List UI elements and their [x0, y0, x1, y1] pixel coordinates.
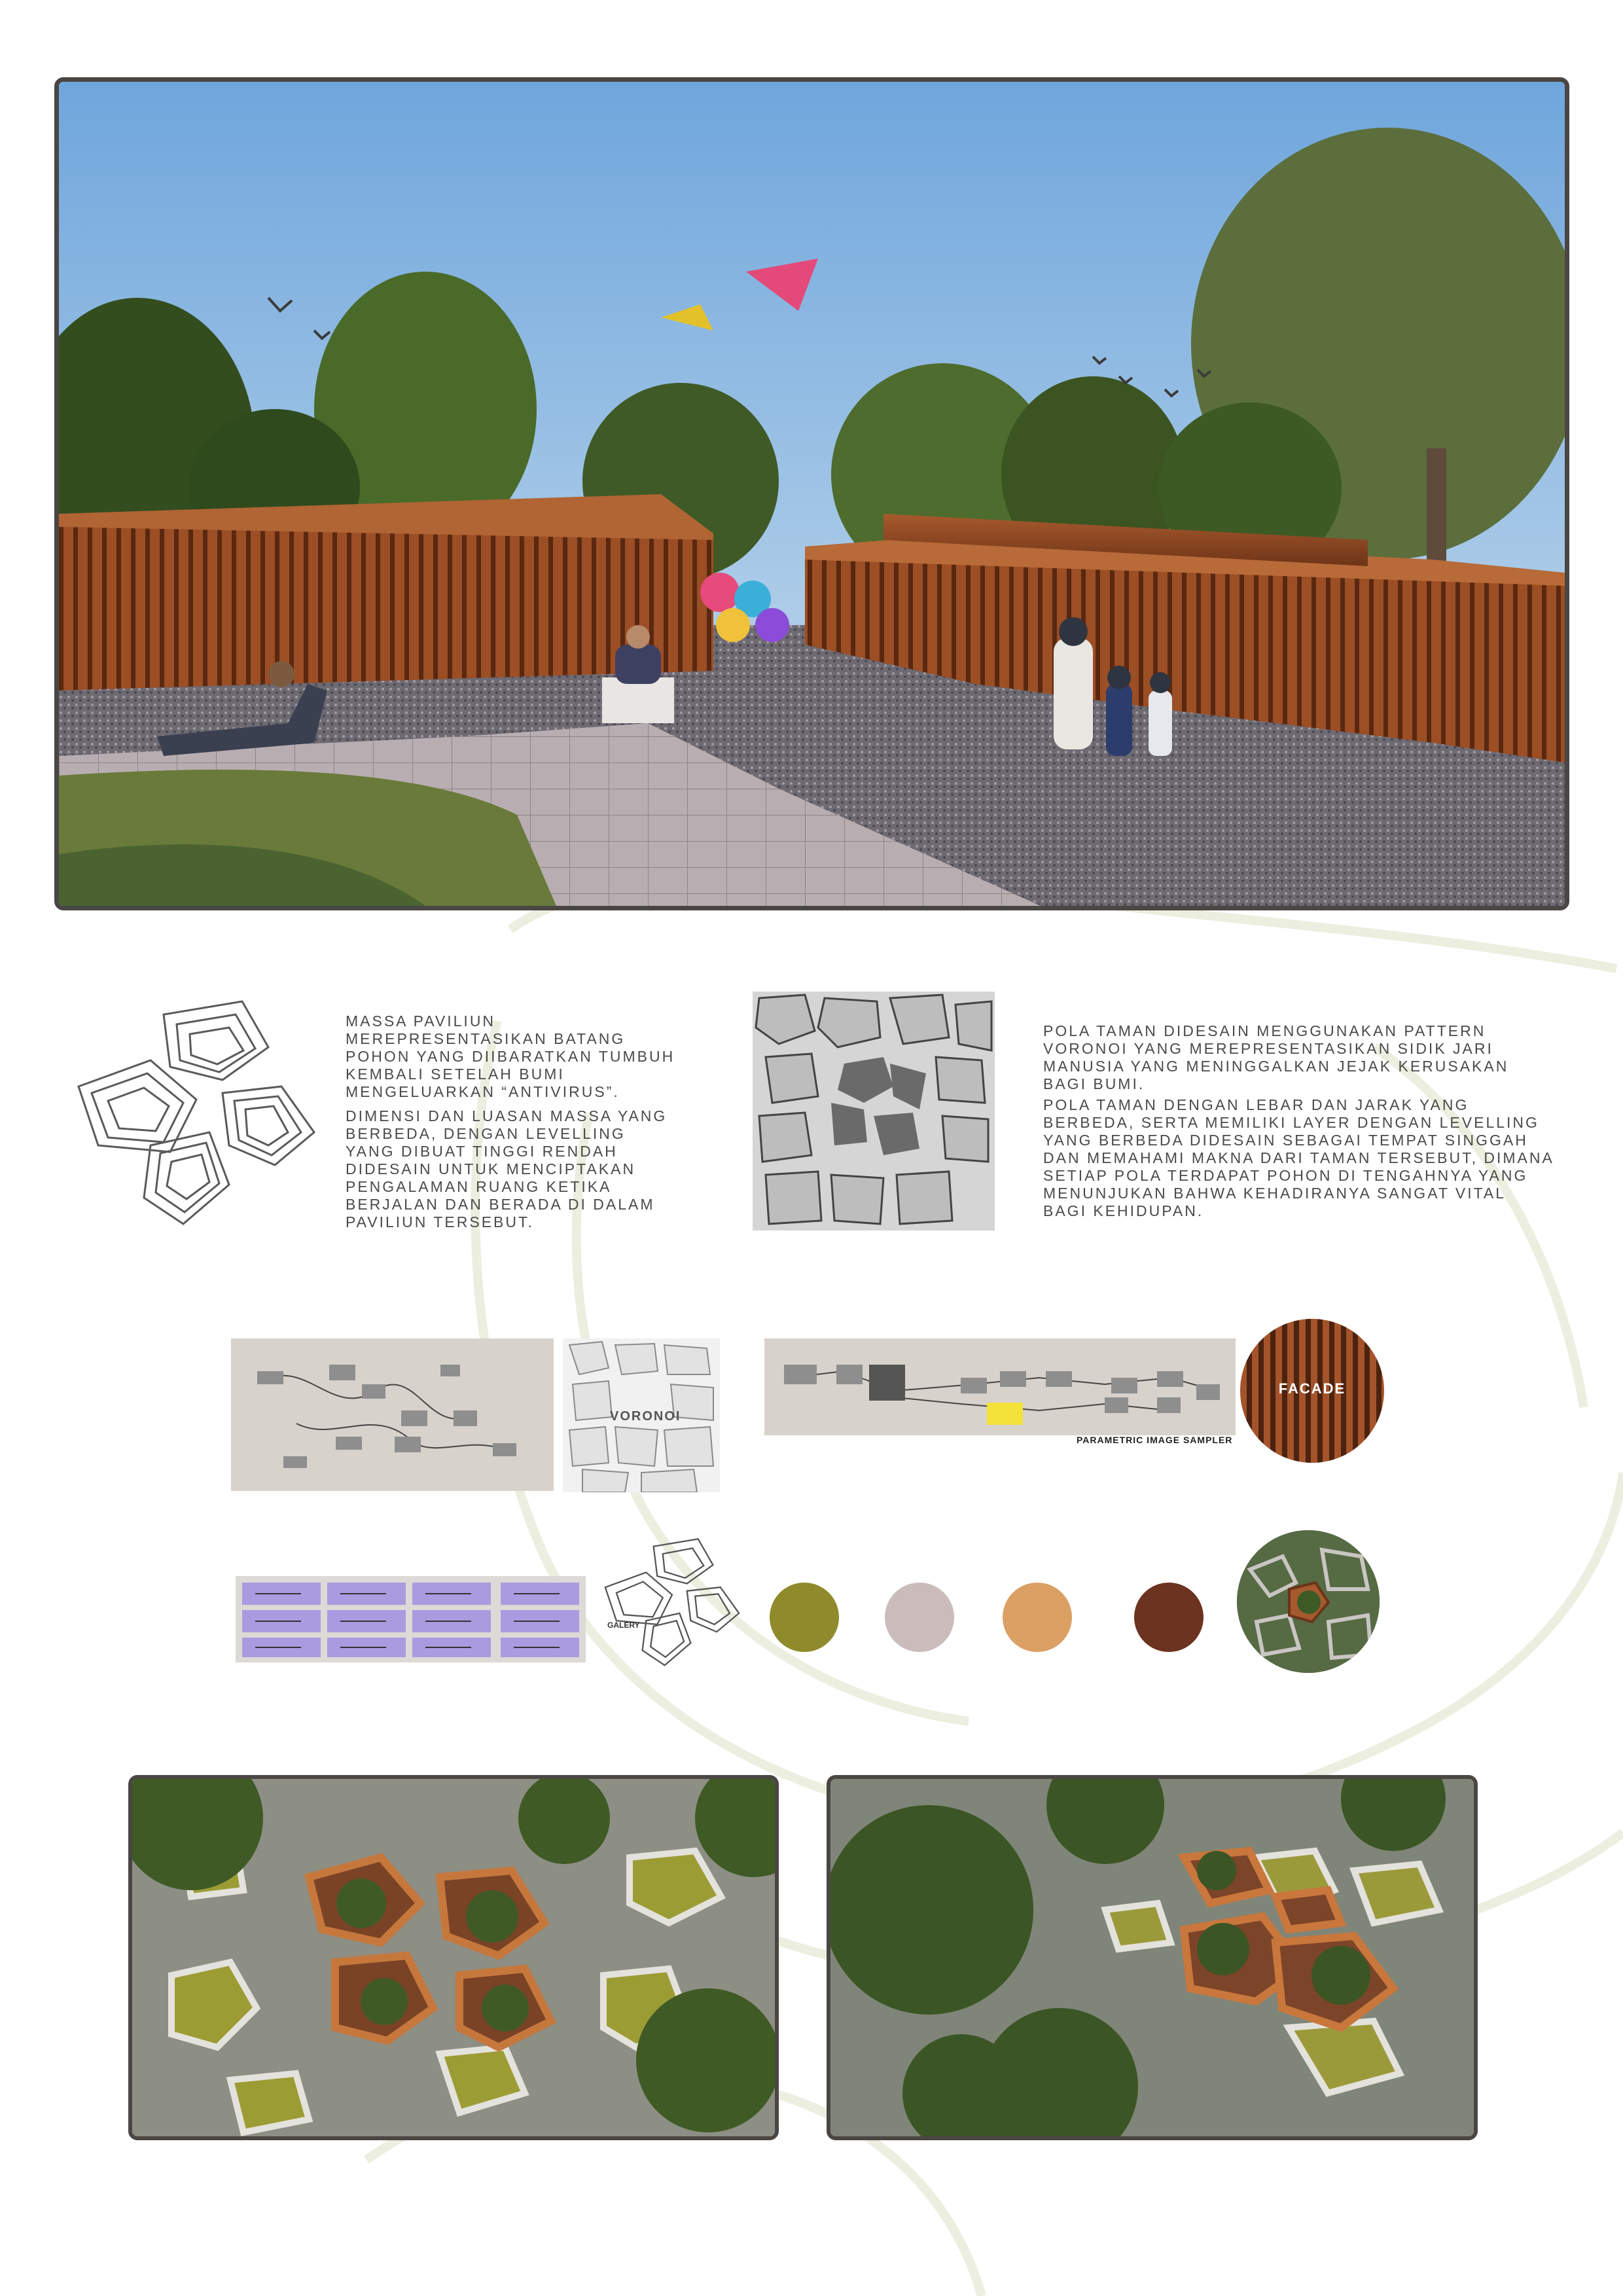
gallery-label: GALERY — [607, 1621, 640, 1630]
pattern-text-1: POLA TAMAN DIDESAIN MENGGUNAKAN PATTERN VORONOI YANG MEREPRESENTASIKAN SIDIK JARI MANUSIA YANG MENINGGALKAN JEJAK KERUSAKAN BAGI BUMI. — [1043, 1022, 1509, 1092]
facade-circle — [1240, 1319, 1384, 1463]
aerial-render-right-illustration — [830, 1779, 1474, 2136]
pattern-text-2: POLA TAMAN DENGAN LEBAR DAN JARAK YANG BERBEDA, SERTA MEMILIKI LAYER DENGAN LEVELLING YANG BERBEDA DIDESAIN SEBAGAI TEMPAT SINGGAH DAN MEMAHAMI MAKNA DARI TAMAN TERSEBUT, DIMANA SETIAP POLA TERDAPAT POHON DI TENGAHNYA YANG MENUNJUKAN BAHWA KEHADIRANYA SANGAT VITAL BAGI KEHIDUPAN. — [1043, 1096, 1554, 1219]
concept-text-2: DIMENSI DAN LUASAN MASSA YANG BERBEDA, DENGAN LEVELLING YANG DIBUAT TINGGI RENDAH DIDESAIN UNTUK MENCIPTAKAN PENGALAMAN RUANG KETIKA BERJALAN DAN BERADA DI DALAM PAVILIUN TERSEBUT. — [346, 1107, 668, 1230]
palette-tan-swatch — [1003, 1583, 1072, 1652]
voronoi-label: VORONOI — [610, 1409, 681, 1424]
hero-render — [54, 77, 1569, 910]
concept-text-1: MASSA PAVILIUN MEREPRESENTASIKAN BATANG POHON YANG DIIBARATKAN TUMBUH KEMBALI SETELAH BUMI MENGELUARKAN “ANTIVIRUS”. — [346, 1013, 675, 1100]
parametric-script-2 — [764, 1338, 1236, 1435]
pavilion-contour-diagram — [72, 988, 321, 1230]
facade-label: FACADE — [1278, 1380, 1346, 1397]
aerial-circle — [1237, 1530, 1380, 1673]
parametric-script-3 — [236, 1576, 586, 1662]
parametric-script-1 — [231, 1338, 554, 1491]
sampler-label: PARAMETRIC IMAGE SAMPLER — [1077, 1435, 1233, 1445]
voronoi-pattern-image — [753, 992, 995, 1230]
aerial-render-left-illustration — [132, 1779, 775, 2136]
palette-brown-swatch — [1134, 1583, 1204, 1652]
palette-olive-swatch — [770, 1583, 839, 1652]
palette-mauve-swatch — [885, 1583, 954, 1652]
hero-render-illustration — [59, 82, 1565, 906]
gallery-contour-diagram — [597, 1532, 747, 1669]
voronoi-tile — [563, 1338, 720, 1492]
aerial-render-right — [827, 1775, 1478, 2140]
aerial-render-left — [128, 1775, 779, 2140]
